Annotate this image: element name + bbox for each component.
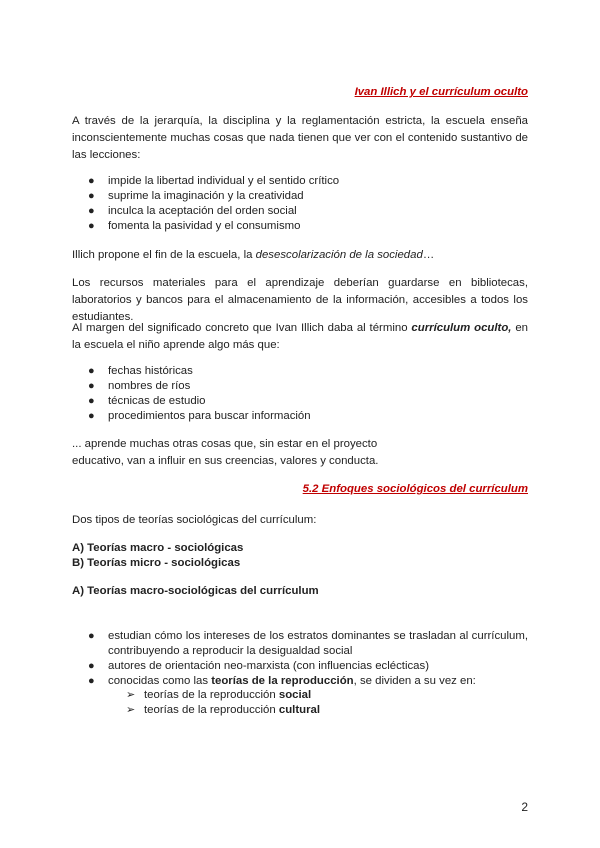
list-item: ● fechas históricas [88, 365, 193, 377]
learned-things-list [72, 364, 311, 424]
list-item: ● suprime la imaginación y la creatividad [88, 190, 304, 202]
list-item: ● conocidas como las teorías de la reproducción, se dividen a su vez en: [88, 675, 476, 687]
list-item: ● técnicas de estudio [88, 395, 206, 407]
type-macro: A) Teorías macro - sociológicas [72, 542, 244, 554]
list-item: ● fomenta la pasividad y el consumismo [88, 220, 301, 232]
bullet-icon: ● [88, 190, 95, 202]
list-item: ● estudian cómo los intereses de los estratos dominantes se trasladan al currículum, contribuyendo a reproducir la desigualdad social [88, 630, 528, 657]
types-list [72, 541, 528, 571]
bullet-icon: ● [88, 365, 95, 377]
arrowhead-icon: ➢ [126, 704, 136, 716]
list-item: ● inculca la aceptación del orden social [88, 205, 297, 217]
macro-theories-list [72, 629, 528, 689]
arrowhead-icon: ➢ [126, 689, 136, 701]
list-item: ● impide la libertad individual y el sentido crítico [88, 175, 340, 187]
list-item: ● procedimientos para buscar información [88, 410, 311, 422]
illich-paragraph: Illich propone el fin de la escuela, la desescolarización de la sociedad… [72, 249, 435, 261]
bullet-icon: ● [88, 395, 95, 407]
tipos-paragraph: Dos tipos de teorías sociológicas del currículum: [72, 514, 317, 526]
list-item: ● nombres de ríos [88, 380, 191, 392]
desescolarizacion-term: desescolarización de la sociedad [255, 249, 423, 261]
bullet-icon: ● [88, 205, 95, 217]
macro-subheading: A) Teorías macro-sociológicas del currículum [72, 585, 319, 597]
list-item: ➢ teorías de la reproducción cultural [126, 704, 321, 716]
bullet-icon: ● [88, 660, 95, 672]
reproduction-sublist [126, 688, 320, 718]
type-micro: B) Teorías micro - sociológicas [72, 557, 241, 569]
curriculum-oculto-term: currículum oculto, [411, 322, 512, 334]
bullet-icon: ● [88, 175, 95, 187]
bullet-icon: ● [88, 675, 95, 687]
list-item: ➢ teorías de la reproducción social [126, 689, 312, 701]
aprende-paragraph: ... aprende muchas otras cosas que, sin estar en el proyecto educativo, van a influir en sus creencias, valores y conducta. [72, 438, 379, 467]
bullet-icon: ● [88, 630, 95, 642]
bullet-icon: ● [88, 380, 95, 392]
bullet-icon: ● [88, 220, 95, 232]
section-heading-enfoques: 5.2 Enfoques sociológicos del currículum [302, 483, 528, 495]
recursos-paragraph: Los recursos materiales para el aprendizaje deberían guardarse en bibliotecas, laboratorios y bancos para el almacenamiento de la información, accesibles a todos los estudiantes. [72, 277, 528, 323]
page-number: 2 [521, 800, 528, 814]
bullet-icon: ● [88, 410, 95, 422]
consequences-list [72, 174, 339, 234]
list-item: ● autores de orientación neo-marxista (con influencias eclécticas) [88, 660, 429, 672]
section-heading-illich: Ivan Illich y el currículum oculto [354, 86, 528, 98]
margen-paragraph: Al margen del significado concreto que Ivan Illich daba al término currículum oculto, en la escuela el niño aprende algo más que: [72, 322, 528, 351]
intro-paragraph: A través de la jerarquía, la disciplina y la reglamentación estricta, la escuela enseña inconscientemente muchas cosas que nada tienen que ver con el contenido sustantivo de las lecciones: [72, 115, 528, 161]
